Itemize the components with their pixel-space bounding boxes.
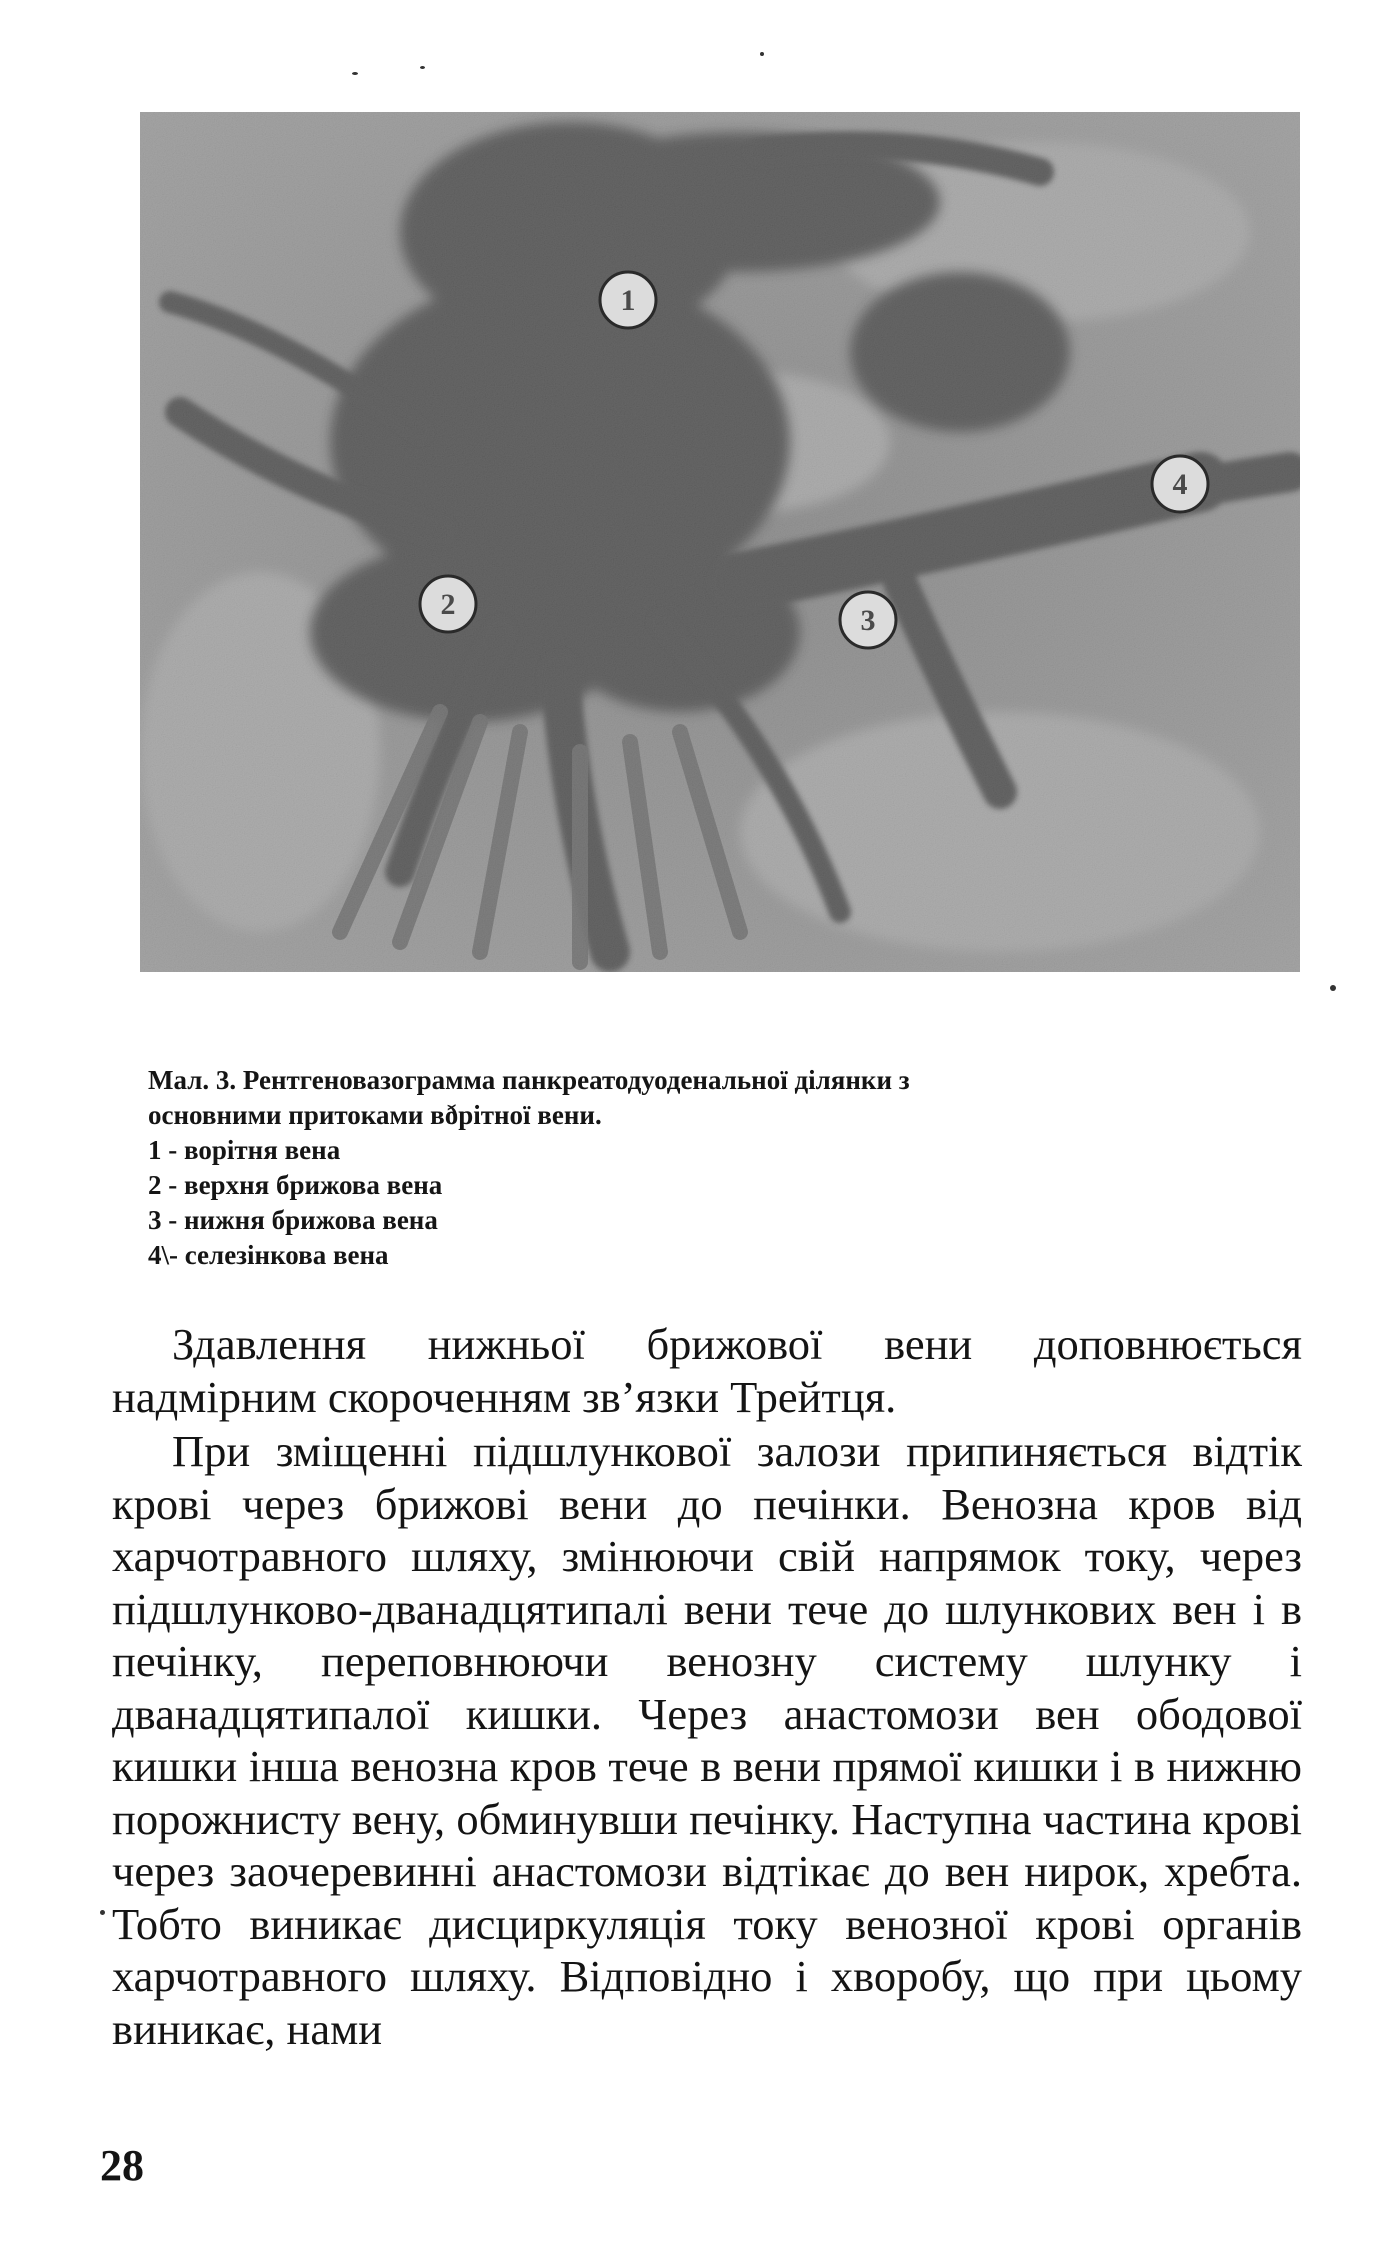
caption-title-line-2: основними притоками вðрітної вени.: [148, 1100, 602, 1130]
page-number: 28: [100, 2141, 144, 2190]
caption-legend-item: 3 - нижня брижова вена: [148, 1205, 438, 1235]
marker-2: [420, 576, 476, 632]
scan-speck: [1330, 985, 1336, 991]
caption-legend-item: 1 - ворітня вена: [148, 1135, 341, 1165]
paragraph-1: Здавлення нижньої брижової вени доповнюється надмірним скороченням зв’язки Трейтця.: [112, 1319, 1302, 1422]
marker-3: [840, 592, 896, 648]
paragraph-2: При зміщенні підшлункової залози припиняється відтік крові через брижові вени до печінки. Венозна кров від харчотравного шляху, змінюючи свій напрямок току, через підшлунково-дванадцятипалі вени тече до шлункових вен і в печінку, переповнюючи венозну систему шлунку і дванадцятипалої кишки. Через анастомози вен ободової кишки інша венозна кров тече в вени прямої кишки і в нижню порожнисту вену, обминувши печінку. Наступна частина крові через заочеревинні анастомози відтікає до вен нирок, хребта. Тобто виникає дисциркуляція току венозної крові органів харчотравного шляху. Відповідно і хворобу, що при цьому виникає, нами: [112, 1426, 1302, 2054]
caption-legend-item: 4\- селезінкова вена: [148, 1240, 389, 1270]
marker-2-label: 2: [440, 588, 456, 621]
scan-speck: [100, 1910, 105, 1915]
figure-caption: [148, 1063, 1268, 1273]
marker-1: [600, 272, 656, 328]
marker-1-label: 1: [620, 284, 636, 317]
marker-4-label: 4: [1172, 468, 1188, 501]
scan-speck: [420, 66, 425, 69]
caption-title-line-1: Мал. 3. Рентгеновазограмма панкреатодуоденальної ділянки з: [148, 1065, 910, 1095]
x-ray-venogram-image: [140, 112, 1300, 972]
marker-4: [1152, 456, 1208, 512]
scan-speck: [352, 72, 358, 75]
scan-speck: [760, 52, 764, 56]
venogram-illustration: [140, 112, 1300, 972]
marker-3-label: 3: [860, 604, 876, 637]
body-text: [112, 1318, 1302, 2055]
caption-legend-item: 2 - верхня брижова вена: [148, 1170, 443, 1200]
